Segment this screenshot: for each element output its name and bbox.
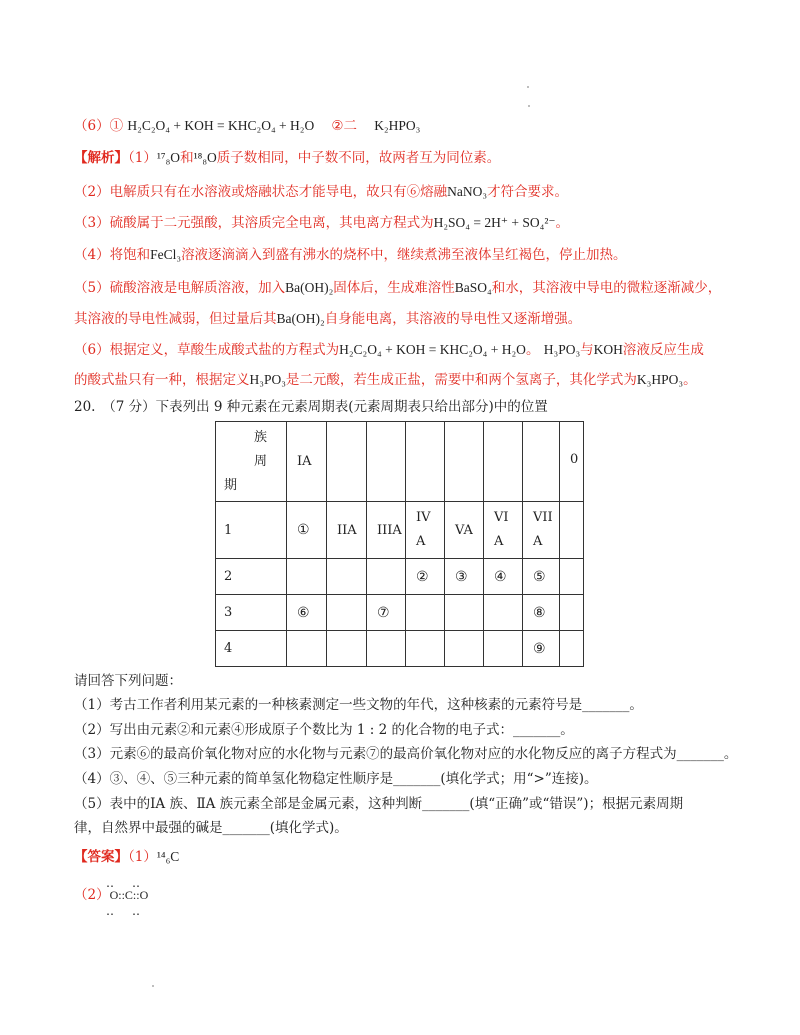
table-cell: IIIA [367,502,406,559]
table-cell [367,559,406,595]
analysis-tag: 【解析】 [74,150,128,166]
analysis-line-8: 的酸式盐只有一种，根据定义H₃PO₃是二元酸，若生成正盐，需要中和两个氢离子，其化学式为K₃HPO₃。 [74,372,697,388]
table-cell [484,595,523,631]
table-cell [445,631,484,667]
table-cell [560,502,584,559]
period-cell: 3 [216,595,287,631]
q20-question-1: （1）考古工作者利用某元素的一种核素测定一些文物的年代，这种核素的元素符号是_______。 [74,697,643,713]
table-cell: VA [445,502,484,559]
oxalic-equation: H₂C₂O₄ + KOH = KHC₂O₄ + H₂O [127,118,315,133]
periodic-table [215,421,584,667]
table-cell [445,595,484,631]
q20-heading: 20. （7 分）下表列出 9 种元素在元素周期表(元素周期表只给出部分)中的位置 [74,399,548,415]
q19-part6-line: （6）① H₂C₂O₄ + KOH = KHC₂O₄ + H₂O ②二 K₂HPO₃ [74,118,421,134]
table-cell: ① [287,502,327,559]
table-cell: VII A [523,502,560,559]
carbon-14-symbol: ¹⁴₆C [156,849,180,864]
speck [152,985,154,987]
table-cell: IIA [327,502,367,559]
header-cell [484,422,523,502]
analysis-line-7: （6）根据定义，草酸生成酸式盐的方程式为H₂C₂O₄ + KOH = KHC₂O₄ + H₂O。 H₃PO₃与KOH溶液反应生成 [74,342,704,358]
table-cell: ⑦ [367,595,406,631]
table-cell [406,595,445,631]
table-cell [327,595,367,631]
table-cell: ④ [484,559,523,595]
header-cell-group-0: 0 [560,422,584,502]
answer-line-2: （2）O::C::O [74,887,149,903]
analysis-line-2: （2）电解质只有在水溶液或熔融状态才能导电，故只有⑥熔融NaNO₃才符合要求。 [74,184,569,200]
analysis-line-1: 【解析】（1）¹⁷₈O和¹⁸₈O质子数相同，中子数不同，故两者互为同位素。 [74,150,501,166]
period-cell: 4 [216,631,287,667]
table-cell [560,559,584,595]
table-cell: ⑥ [287,595,327,631]
co2-electron-formula: O::C::O [109,888,149,902]
answer-line-1: 【答案】（1）¹⁴₆C [74,849,180,865]
table-cell: ⑤ [523,559,560,595]
analysis-line-6: 其溶液的导电性减弱，但过量后其Ba(OH)₂自身能电离，其溶液的导电性又逐渐增强。 [74,311,582,327]
q20-question-4: （4）③、④、⑤三种元素的简单氢化物稳定性顺序是_______(填化学式；用“>”连接)。 [74,771,598,787]
header-cell [406,422,445,502]
table-cell [327,631,367,667]
analysis-line-5: （5）硫酸溶液是电解质溶液，加入Ba(OH)₂固体后，生成难溶性BaSO₄和水，其溶液中导电的微粒逐渐减少， [74,280,722,296]
answer-tag: 【答案】 [74,849,128,865]
table-cell [484,631,523,667]
table-cell: ③ [445,559,484,595]
table-cell: ② [406,559,445,595]
table-cell [287,631,327,667]
table-cell [560,595,584,631]
table-cell: ⑧ [523,595,560,631]
salt-formula: K₂HPO₃ [374,118,421,133]
period-cell: 1 [216,502,287,559]
q20-prompt: 请回答下列问题： [74,673,182,689]
header-cell [367,422,406,502]
header-cell [327,422,367,502]
table-cell: VI A [484,502,523,559]
analysis-line-3: （3）硫酸属于二元强酸，其溶质完全电离，其电离方程式为H₂SO₄ = 2H⁺ + SO₄²⁻。 [74,215,570,231]
lewis-dots-bottom: ‥ ‥ [106,904,142,918]
lewis-dots-top: ‥ ‥ [106,876,142,890]
table-cell [367,631,406,667]
speck [528,105,530,107]
table-cell: ⑨ [523,631,560,667]
header-cell [523,422,560,502]
q20-question-3: （3）元素⑥的最高价氧化物对应的水化物与元素⑦的最高价氧化物对应的水化物反应的离子方程式为_______。 [74,746,738,762]
q20-question-2: （2）写出由元素②和元素④形成原子个数比为 1 : 2 的化合物的电子式：_______。 [74,722,574,738]
header-cell [445,422,484,502]
table-cell [327,559,367,595]
corner-cell: 族 周 期 [216,422,287,502]
table-cell [560,631,584,667]
header-cell: IA [287,422,327,502]
period-cell: 2 [216,559,287,595]
q20-question-5a: （5）表中的ⅠA 族、ⅡA 族元素全部是金属元素，这种判断_______(填“正确”或“错误”)；根据元素周期 [74,796,684,812]
analysis-line-4: （4）将饱和FeCl₃溶液逐滴滴入到盛有沸水的烧杯中，继续煮沸至液体呈红褐色，停止加热。 [74,247,627,263]
table-cell: IV A [406,502,445,559]
q20-question-5b: 律，自然界中最强的碱是_______(填化学式)。 [74,820,348,836]
speck [527,86,529,88]
table-cell [287,559,327,595]
table-cell [406,631,445,667]
